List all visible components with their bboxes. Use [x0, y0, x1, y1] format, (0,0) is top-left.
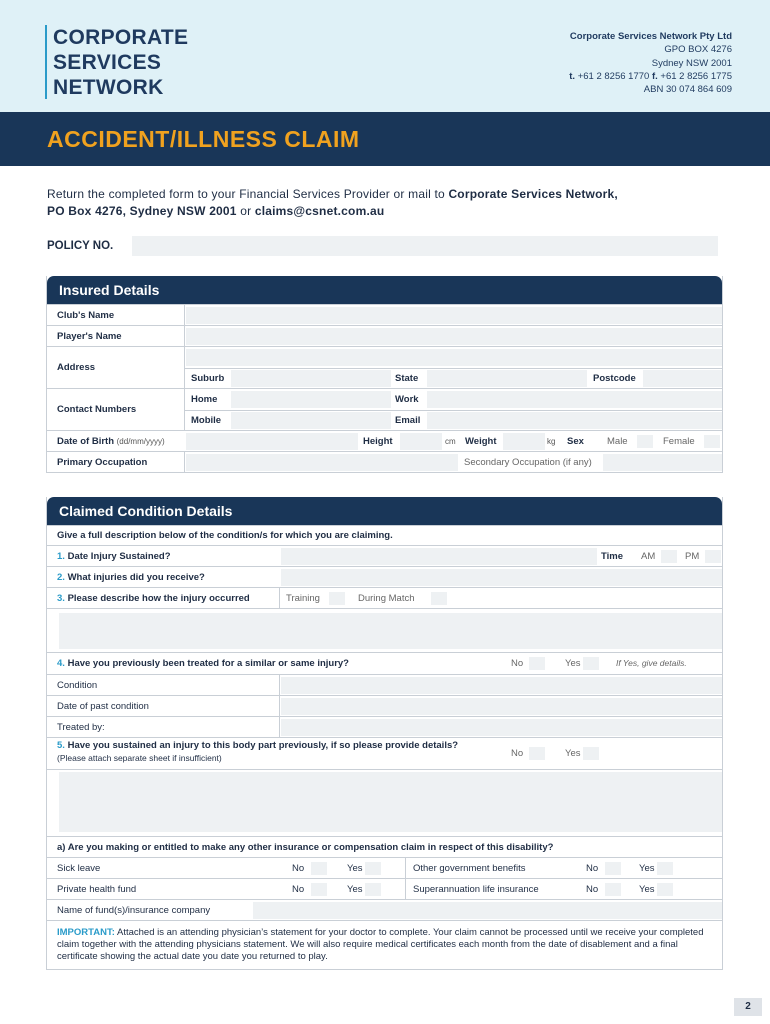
dob-format: (dd/mm/yyyy) [116, 437, 165, 446]
instruction-text: Give a full description below of the condition/s for which you are claiming. [57, 530, 393, 541]
state-label: State [395, 373, 419, 384]
q1-text: Date Injury Sustained? [67, 551, 171, 562]
company-abn: ABN 30 074 864 609 [643, 84, 732, 96]
secondary-occupation-label: Secondary Occupation (if any) [464, 457, 592, 468]
q4-row [47, 652, 722, 674]
sick-leave-no-label: No [292, 863, 305, 874]
other-gov-no-checkbox[interactable] [605, 862, 621, 875]
players-name-field[interactable] [186, 328, 722, 345]
home-label: Home [191, 394, 218, 405]
private-health-yes-label: Yes [347, 884, 363, 895]
sick-leave-no-checkbox[interactable] [311, 862, 327, 875]
q3-row [47, 587, 722, 608]
other-gov-label: Other government benefits [413, 863, 526, 874]
superannuation-yes-label: Yes [639, 884, 655, 895]
q5-row [47, 737, 722, 769]
q4-label [57, 653, 349, 674]
male-checkbox[interactable] [637, 435, 653, 448]
fax-prefix: f. [651, 70, 658, 82]
am-label: AM [641, 551, 656, 562]
q5-no-label: No [511, 748, 524, 759]
intro-bold-1: Corporate Services Network, [448, 187, 618, 201]
email-label: Email [395, 415, 421, 426]
am-checkbox[interactable] [661, 550, 677, 563]
q2-row [47, 566, 722, 587]
q2-number: 2. [57, 572, 65, 583]
injuries-received-field[interactable] [281, 569, 722, 586]
qa-row [47, 836, 722, 857]
primary-occupation-label: Primary Occupation [57, 457, 148, 468]
q4-no-label: No [511, 658, 524, 669]
q3-label [57, 588, 250, 609]
players-name-row [47, 325, 722, 346]
dob-field[interactable] [186, 433, 358, 450]
postcode-label: Postcode [593, 373, 636, 384]
q4-yes-label: Yes [565, 658, 581, 669]
training-label: Training [286, 593, 320, 604]
height-field[interactable] [400, 433, 442, 450]
suburb-field[interactable] [231, 370, 391, 387]
mobile-label: Mobile [191, 415, 222, 426]
clubs-name-label: Club's Name [57, 310, 115, 321]
intro-email: claims@csnet.com.au [254, 204, 385, 218]
contact-numbers-row [47, 388, 722, 430]
sick-leave-label: Sick leave [57, 863, 101, 874]
title-banner [0, 112, 770, 166]
company-city: Sydney NSW 2001 [651, 57, 732, 69]
fund-name-row [47, 899, 722, 920]
address-row [47, 346, 722, 388]
date-past-condition-row [47, 695, 722, 716]
dob-label [57, 431, 165, 452]
treated-by-row [47, 716, 722, 737]
training-checkbox[interactable] [329, 592, 345, 605]
phone-number: +61 2 8256 1770 [577, 70, 650, 82]
important-notice [47, 920, 722, 969]
address-field[interactable] [186, 349, 722, 366]
home-phone-field[interactable] [231, 391, 391, 408]
sick-leave-yes-label: Yes [347, 863, 363, 874]
weight-label: Weight [465, 436, 497, 447]
superannuation-yes-checkbox[interactable] [657, 883, 673, 896]
sick-leave-row [47, 857, 722, 878]
pm-checkbox[interactable] [705, 550, 721, 563]
private-health-row [47, 878, 722, 899]
q4-number: 4. [57, 658, 65, 669]
date-past-condition-field[interactable] [281, 698, 722, 715]
instruction-row [47, 525, 722, 545]
occupation-row [47, 451, 722, 472]
q5-details-row [47, 769, 722, 836]
condition-row [47, 674, 722, 695]
female-label: Female [663, 436, 695, 447]
q3-description-row [47, 608, 722, 652]
date-past-condition-label: Date of past condition [57, 701, 149, 712]
postcode-field[interactable] [643, 370, 722, 387]
condition-field[interactable] [281, 677, 722, 694]
treated-by-field[interactable] [281, 719, 722, 736]
suburb-label: Suburb [191, 373, 225, 384]
superannuation-no-checkbox[interactable] [605, 883, 621, 896]
q3-number: 3. [57, 593, 65, 604]
q5-yes-checkbox[interactable] [583, 747, 599, 760]
intro-bold-2: PO Box 4276, Sydney NSW 2001 [47, 204, 237, 218]
during-match-label: During Match [358, 593, 415, 604]
q5-label [57, 739, 458, 753]
primary-occupation-field[interactable] [186, 454, 458, 471]
q1-label [57, 546, 171, 567]
company-logo [45, 25, 188, 99]
private-health-yes-checkbox[interactable] [365, 883, 381, 896]
insured-details-section [46, 276, 723, 473]
intro-text [47, 186, 737, 220]
private-health-label: Private health fund [57, 884, 137, 895]
qa-text: a) Are you making or entitled to make any other insurance or compensation claim in respect of this disability? [57, 842, 554, 853]
claimed-condition-heading: Claimed Condition Details [47, 497, 722, 525]
condition-label: Condition [57, 680, 98, 691]
page-number: 2 [734, 998, 762, 1016]
company-po-box: GPO BOX 4276 [664, 44, 732, 56]
dob-text: Date of Birth [57, 436, 114, 447]
q5-no-checkbox[interactable] [529, 747, 545, 760]
time-label: Time [601, 551, 624, 562]
other-gov-yes-checkbox[interactable] [657, 862, 673, 875]
address-label: Address [57, 362, 96, 373]
height-label: Height [363, 436, 393, 447]
weight-field[interactable] [503, 433, 545, 450]
company-phones [569, 70, 732, 83]
important-text: Attached is an attending physician’s statement for your doctor to complete. Your claim cannot be processed until we receive your completed claim together with the attending physicians statement. We will also require medical certificates each month from the date of disablement and a final certificate showing the actual date you date you returned to play. [57, 927, 704, 962]
during-match-checkbox[interactable] [431, 592, 447, 605]
logo-line-3: NETWORK [53, 76, 164, 99]
height-unit: cm [445, 437, 456, 446]
players-name-label: Player's Name [57, 331, 122, 342]
if-yes-note: If Yes, give details. [616, 658, 687, 668]
intro-text-2: or [236, 204, 255, 218]
q2-text: What injuries did you receive? [67, 572, 205, 583]
clubs-name-row [47, 304, 722, 325]
secondary-occupation-field[interactable] [603, 454, 722, 471]
fund-name-label: Name of fund(s)/insurance company [57, 905, 211, 916]
company-name: Corporate Services Network Pty Ltd [569, 31, 732, 42]
contact-numbers-label: Contact Numbers [57, 404, 137, 415]
female-checkbox[interactable] [704, 435, 720, 448]
weight-unit: kg [547, 437, 556, 446]
q4-text: Have you previously been treated for a similar or same injury? [67, 658, 349, 669]
private-health-no-checkbox[interactable] [311, 883, 327, 896]
q5-text: Have you sustained an injury to this body part previously, if so please provide details? [67, 740, 459, 751]
male-label: Male [607, 436, 628, 447]
sex-label: Sex [567, 436, 584, 447]
clubs-name-field[interactable] [186, 307, 722, 324]
q1-number: 1. [57, 551, 65, 562]
superannuation-no-label: No [586, 884, 599, 895]
private-health-no-label: No [292, 884, 305, 895]
dob-row [47, 430, 722, 451]
pm-label: PM [685, 551, 700, 562]
state-field[interactable] [427, 370, 587, 387]
fax-number: +61 2 8256 1775 [660, 70, 732, 82]
logo-line-1: CORPORATE [53, 26, 189, 49]
claimed-condition-section [46, 497, 723, 970]
page-header [0, 0, 770, 112]
fund-name-field[interactable] [253, 902, 722, 919]
insured-details-heading: Insured Details [47, 276, 722, 304]
mobile-field[interactable] [231, 412, 391, 429]
injury-description-field[interactable] [59, 613, 722, 649]
other-gov-yes-label: Yes [639, 863, 655, 874]
sick-leave-yes-checkbox[interactable] [365, 862, 381, 875]
form-title: ACCIDENT/ILLNESS CLAIM [47, 126, 360, 152]
q1-row [47, 545, 722, 566]
q4-yes-checkbox[interactable] [583, 657, 599, 670]
other-gov-no-label: No [586, 863, 599, 874]
policy-number-field[interactable] [132, 236, 718, 256]
q2-label [57, 567, 205, 588]
q5-details-field[interactable] [59, 772, 722, 832]
intro-text-1: Return the completed form to your Financial Services Provider or mail to [47, 187, 449, 201]
company-contact [569, 30, 732, 96]
q5-yes-label: Yes [565, 748, 581, 759]
q5-number: 5. [57, 740, 65, 751]
phone-prefix: t. [569, 70, 576, 82]
work-label: Work [395, 394, 419, 405]
q3-text: Please describe how the injury occurred [67, 593, 250, 604]
q4-no-checkbox[interactable] [529, 657, 545, 670]
policy-label: POLICY NO. [47, 240, 114, 252]
work-phone-field[interactable] [427, 391, 722, 408]
superannuation-label: Superannuation life insurance [413, 884, 539, 895]
q5-note: (Please attach separate sheet if insufficient) [57, 753, 222, 763]
email-field[interactable] [427, 412, 722, 429]
date-injury-field[interactable] [281, 548, 597, 565]
treated-by-label: Treated by: [57, 722, 105, 733]
important-label: IMPORTANT: [57, 927, 115, 938]
logo-line-2: SERVICES [53, 51, 162, 74]
